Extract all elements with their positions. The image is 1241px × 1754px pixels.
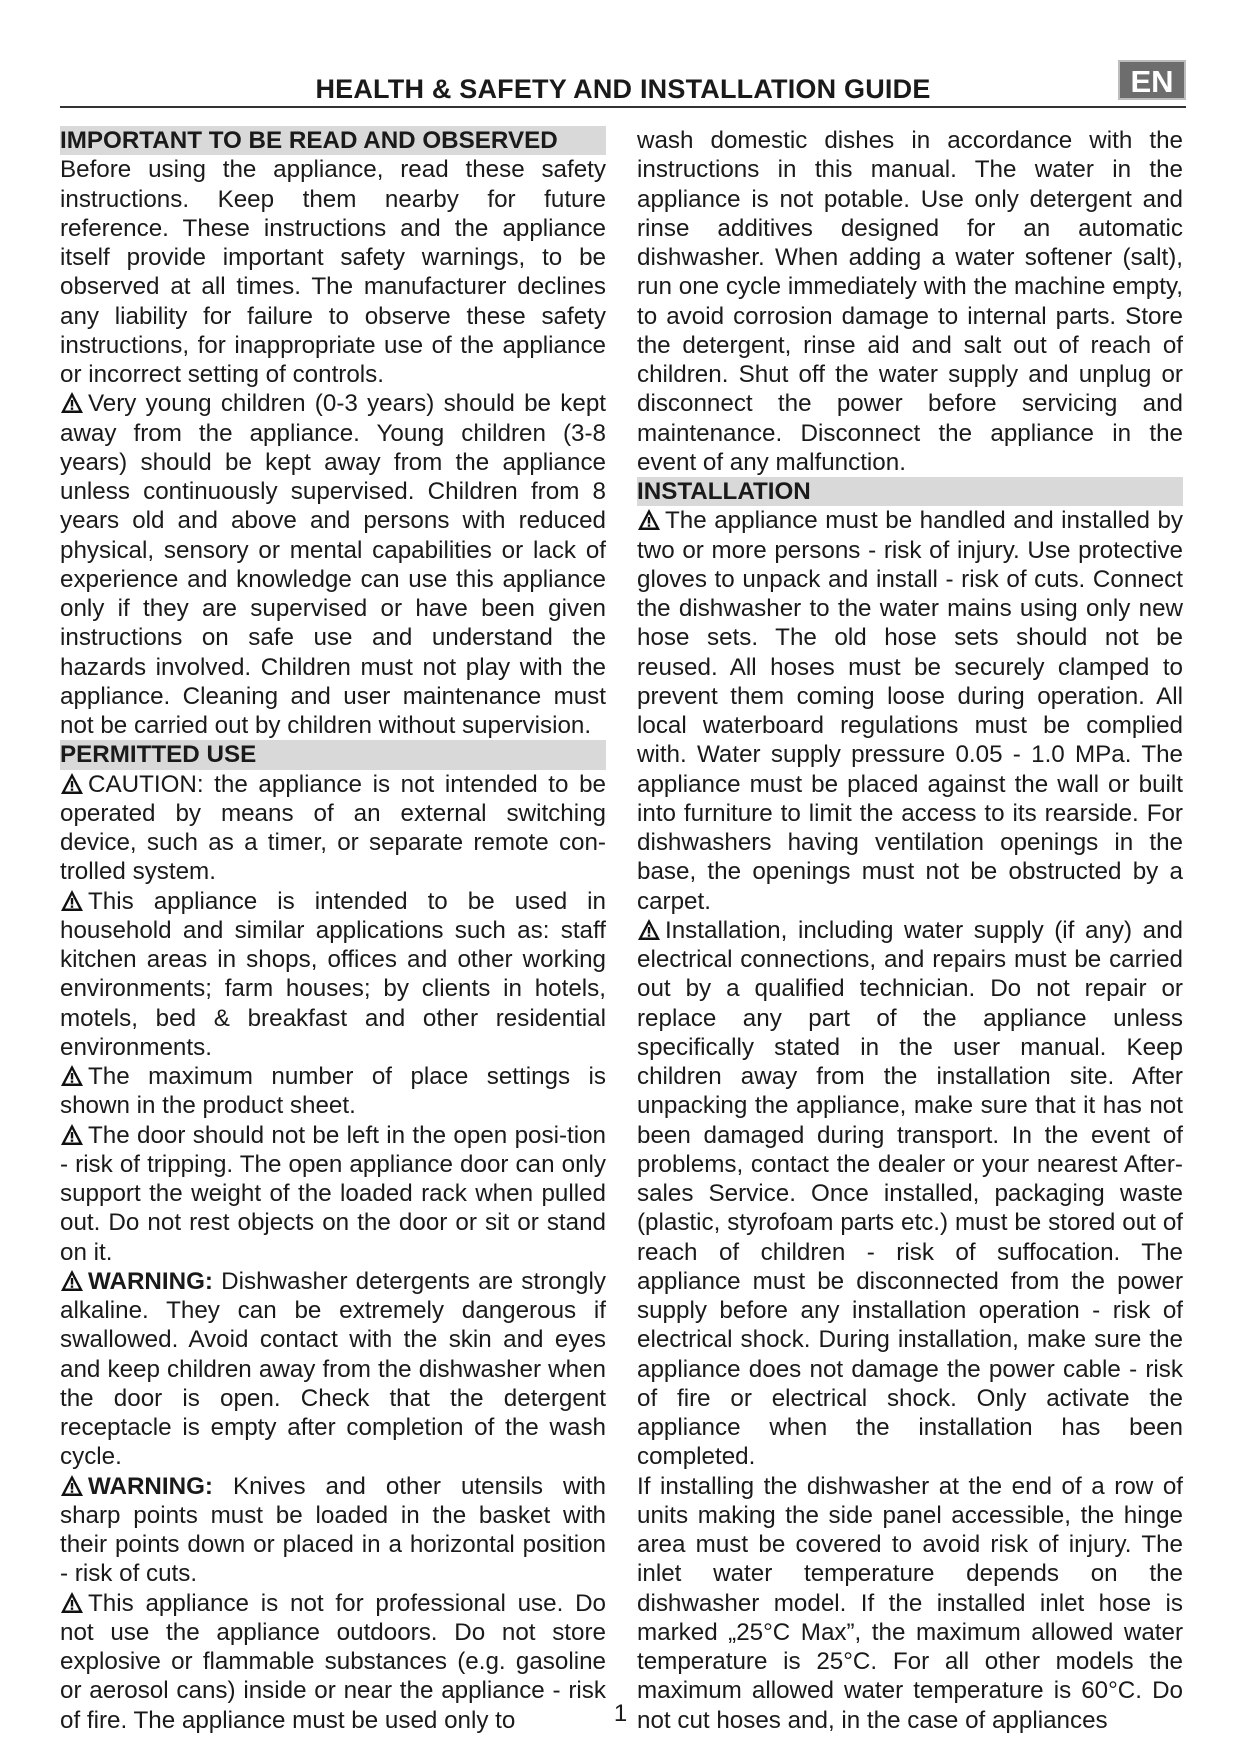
section-title-permitted-use: PERMITTED USE [60, 740, 606, 769]
warning-triangle-icon [60, 1123, 84, 1146]
paragraph [637, 1472, 1183, 1735]
warning-triangle-icon [60, 889, 84, 912]
paragraph [60, 155, 606, 389]
paragraph-text: This appliance is not for professional use. Do not use the appliance outdoors. Do not store explosive or flammable substances (e.g. gasoline or aerosol cans) inside or near the appliance - risk of fire. The appliance must be used only to [60, 1589, 606, 1734]
warning-triangle-icon [60, 772, 84, 795]
page-number: 1 [613, 1700, 628, 1727]
paragraph-text: Knives and other utensils with sharp points must be loaded in the basket with their points down or placed in a horizontal position - risk of cuts. [60, 1472, 606, 1588]
warning-triangle-icon [637, 918, 661, 941]
warning-triangle-icon [60, 1064, 84, 1087]
warning-paragraph [60, 1062, 606, 1121]
paragraph-text: CAUTION: the appliance is not intended to be operated by means of an external switching device, such as a timer, or separate remote con-trolled system. [60, 770, 606, 886]
warning-paragraph [60, 1472, 606, 1589]
paragraph [637, 126, 1183, 477]
paragraph-text: If installing the dishwasher at the end of a row of units making the side panel accessible, the hinge area must be covered to avoid risk of injury. The inlet water temperature depends on the dishwasher model. If the installed inlet hose is marked „25°C Max”, the maximum allowed water temperature is 25°C. For all other models the maximum allowed water temperature is 60°C. Do not cut hoses and, in the case of appliances [637, 1472, 1183, 1734]
section-title-important: IMPORTANT TO BE READ AND OBSERVED [60, 126, 606, 155]
page-header [60, 72, 1186, 108]
warning-label: WARNING: [88, 1472, 213, 1500]
paragraph-text: The door should not be left in the open posi-tion - risk of tripping. The open appliance door can only support the weight of the loaded rack when pulled out. Do not rest objects on the door or sit or stand on it. [60, 1121, 606, 1266]
paragraph-text: Installation, including water supply (if any) and electrical connections, and repairs must be carried out by a qualified technician. Do not repair or replace any part of the appliance unless specifically stated in the user manual. Keep children away from the installation site. After unpacking the appliance, make sure that it has not been damaged during transport. In the event of problems, contact the dealer or your nearest After-sales Service. Once installed, packaging waste (plastic, styrofoam parts etc.) must be stored out of reach of children - risk of suffocation. The appliance must be disconnected from the power supply before any installation operation - risk of electrical shock. During installation, make sure the appliance does not damage the power cable - risk of fire or electrical shock. Only activate the appliance when the installation has been completed. [637, 916, 1183, 1471]
paragraph-text: wash domestic dishes in accordance with the instructions in this manual. The water in the appliance is not potable. Use only detergent and rinse additives designed for an automatic dishwasher. When adding a water softener (salt), run one cycle immediately with the machine empty, to avoid corrosion damage to internal parts. Store the detergent, rinse aid and salt out of reach of children. Shut off the water supply and unplug or disconnect the power before servicing and maintenance. Disconnect the appliance in the event of any malfunction. [637, 127, 1183, 476]
warning-triangle-icon [60, 1269, 84, 1292]
section-title-installation: INSTALLATION [637, 477, 1183, 506]
warning-triangle-icon [60, 1591, 84, 1614]
paragraph-text: The maximum number of place settings is shown in the product sheet. [60, 1063, 606, 1120]
warning-paragraph [60, 389, 606, 740]
language-badge: EN [1118, 60, 1186, 100]
warning-paragraph [60, 1121, 606, 1267]
warning-paragraph [60, 770, 606, 887]
warning-triangle-icon [60, 1474, 84, 1497]
warning-triangle-icon [60, 391, 84, 414]
paragraph-text: Dishwasher detergents are strongly alkaline. They can be extremely dangerous if swallowed. Avoid contact with the skin and eyes and keep children away from the dishwasher when the door is open. Check that the detergent receptacle is empty after completion of the wash cycle. [60, 1267, 606, 1471]
paragraph-text: Before using the appliance, read these safety instructions. Keep them nearby for future reference. These instructions and the appliance itself provide important safety warnings, to be observed at all times. The manufacturer declines any liability for failure to observe these safety instructions, for inappropriate use of the appliance or incorrect setting of controls. [60, 156, 606, 388]
warning-paragraph [60, 887, 606, 1063]
paragraph-text: Very young children (0-3 years) should be kept away from the appliance. Young children (3-8 years) should be kept away from the appliance unless continuously supervised. Children from 8 years old and above and persons with reduced physical, sensory or mental capabilities or lack of experience and knowledge can use this appliance only if they are supervised or have been given instructions on safe use and understand the hazards involved. Children must not play with the appliance. Cleaning and user maintenance must not be carried out by children without supervision. [60, 390, 606, 739]
header-divider [60, 106, 1186, 108]
warning-paragraph [637, 916, 1183, 1472]
warning-triangle-icon [637, 508, 661, 531]
warning-paragraph [60, 1267, 606, 1472]
warning-label: WARNING: [88, 1267, 213, 1295]
paragraph-text: This appliance is intended to be used in household and similar applications such as: staff kitchen areas in shops, offices and other working environments; farm houses; by clients in hotels, motels, bed & breakfast and other residential environments. [60, 887, 606, 1061]
right-column [637, 126, 1183, 1735]
left-column [60, 126, 606, 1735]
paragraph-text: The appliance must be handled and installed by two or more persons - risk of injury. Use protective gloves to unpack and install - risk of cuts. Connect the dishwasher to the water mains using only new hose sets. The old hose sets should not be reused. All hoses must be securely clamped to prevent them coming loose during operation. All local waterboard regulations must be complied with. Water supply pressure 0.05 - 1.0 MPa. The appliance must be placed against the wall or built into furniture to limit the access to its rearside. For dishwashers having ventilation openings in the base, the openings must not be obstructed by a carpet. [637, 507, 1183, 915]
page-title: HEALTH & SAFETY AND INSTALLATION GUIDE [315, 74, 931, 104]
warning-paragraph [637, 506, 1183, 916]
